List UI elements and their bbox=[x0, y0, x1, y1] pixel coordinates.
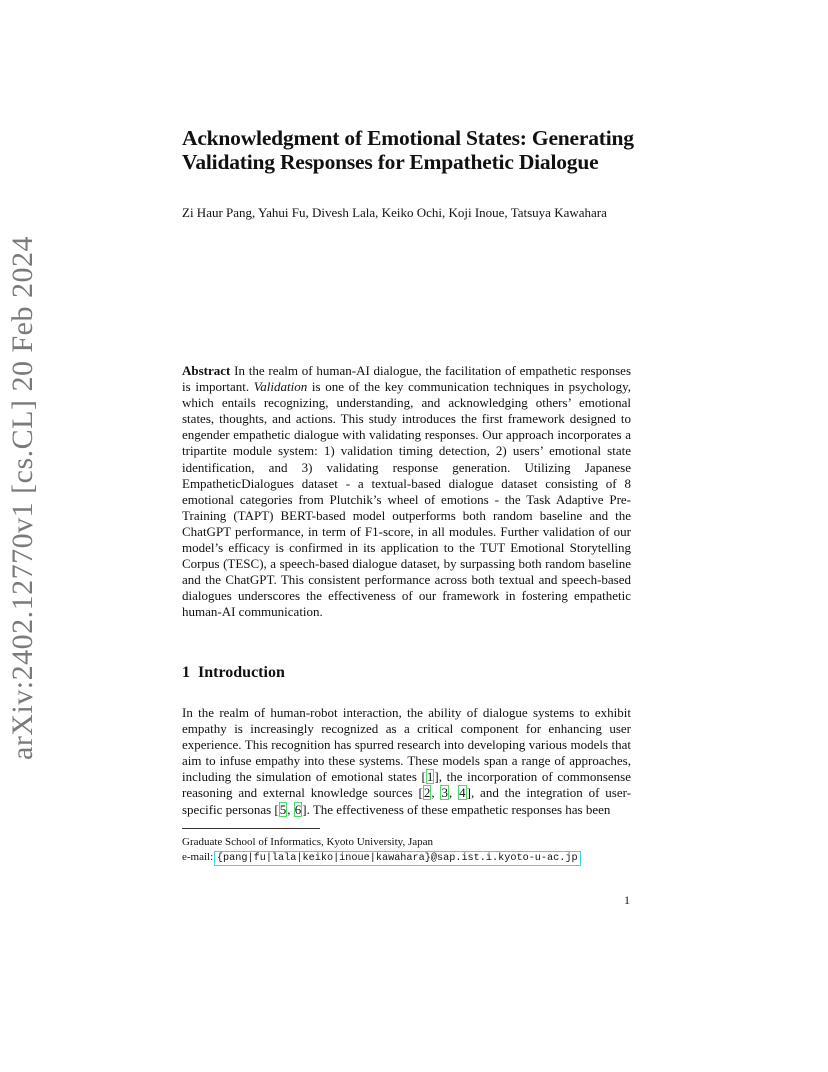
section-heading bbox=[182, 664, 285, 682]
author-list: Zi Haur Pang, Yahui Fu, Divesh Lala, Keiko Ochi, Koji Inoue, Tatsuya Kawahara bbox=[182, 205, 607, 220]
citation-link-6[interactable]: 6 bbox=[294, 801, 302, 817]
abstract bbox=[182, 363, 631, 621]
abstract-italic-term: Validation bbox=[253, 379, 308, 395]
intro-text-1: In the realm of human-robot interaction, the ability of dialogue systems to exhibit empathy is increasingly recognized as a critical component for enhancing user experience. This recognition has spurred research into developing various models that aim to infuse empathy into these systems. These models span a range of approaches, including the simulation of emotional states [ bbox=[182, 705, 631, 785]
abstract-label: Abstract bbox=[182, 363, 231, 378]
intro-text-2: ], the incorporation of commonsense reasoning and external knowledge sources [ bbox=[182, 769, 631, 801]
citation-link-4[interactable]: 4 bbox=[459, 785, 466, 801]
arxiv-stamp[interactable]: arXiv:2402.12770v1 [cs.CL] 20 Feb 2024 bbox=[6, 236, 39, 760]
section-title: Introduction bbox=[198, 664, 285, 681]
citation-link-1[interactable]: 1 bbox=[426, 769, 434, 785]
section-number: 1 bbox=[182, 664, 190, 681]
citation-link-5[interactable]: 5 bbox=[279, 801, 287, 817]
email-line bbox=[182, 850, 642, 866]
affiliation: Graduate School of Informatics, Kyoto University, Japan bbox=[182, 836, 434, 848]
page-number: 1 bbox=[624, 893, 630, 907]
paper-title: Acknowledgment of Emotional States: Generating Validating Responses for Empathetic Dialogue bbox=[182, 126, 634, 174]
intro-text-4: ]. The effectiveness of these empathetic responses has been bbox=[302, 801, 611, 817]
intro-text-3: ], and the integration of user-specific personas [ bbox=[182, 785, 632, 817]
abstract-text-b: is one of the key communication techniques in psychology, which entails recognizing, understanding, and acknowledging others’ emotional states, thoughts, and actions. This study introduces the first framework designed to engender empathetic dialogue with validating responses. Our approach incorporates a tripartite module system: 1) validation timing detection, 2) users’ emotional state identification, and 3) validating response generation. Utilizing Japanese EmpatheticDialogues dataset - a textual-based dialogue dataset consisting of 8 emotional categories from Plutchik’s wheel of emotions - the Task Adaptive Pre-Training (TAPT) BERT-based model outperforms both random baseline and the ChatGPT performance, in term of F1-score, in all modules. Further validation of our model’s efficacy is confirmed in its application to the TUT Emotional Storytelling Corpus (TESC), a speech-based dialogue dataset, by surpassing both random baseline and the ChatGPT. This consistent performance across both textual and speech-based dialogues underscores the effectiveness of our framework in fostering empathetic human-AI communication. bbox=[182, 379, 632, 620]
citation-separator: , bbox=[448, 785, 459, 801]
citation-link-2[interactable]: 2 bbox=[423, 785, 431, 801]
intro-paragraph bbox=[182, 705, 631, 818]
citation-separator: , bbox=[431, 785, 441, 801]
citation-link-3[interactable]: 3 bbox=[441, 785, 448, 801]
citation-separator: , bbox=[287, 801, 294, 817]
footnote bbox=[182, 835, 642, 866]
footnote-divider bbox=[182, 828, 320, 829]
email-link[interactable]: {pang|fu|lala|keiko|inoue|kawahara}@sap.ist.i.kyoto-u-ac.jp bbox=[216, 853, 578, 864]
abstract-text-a: In the realm of human-AI dialogue, the facilitation of empathetic responses is important. bbox=[182, 363, 631, 395]
email-label: e-mail: bbox=[182, 851, 216, 863]
